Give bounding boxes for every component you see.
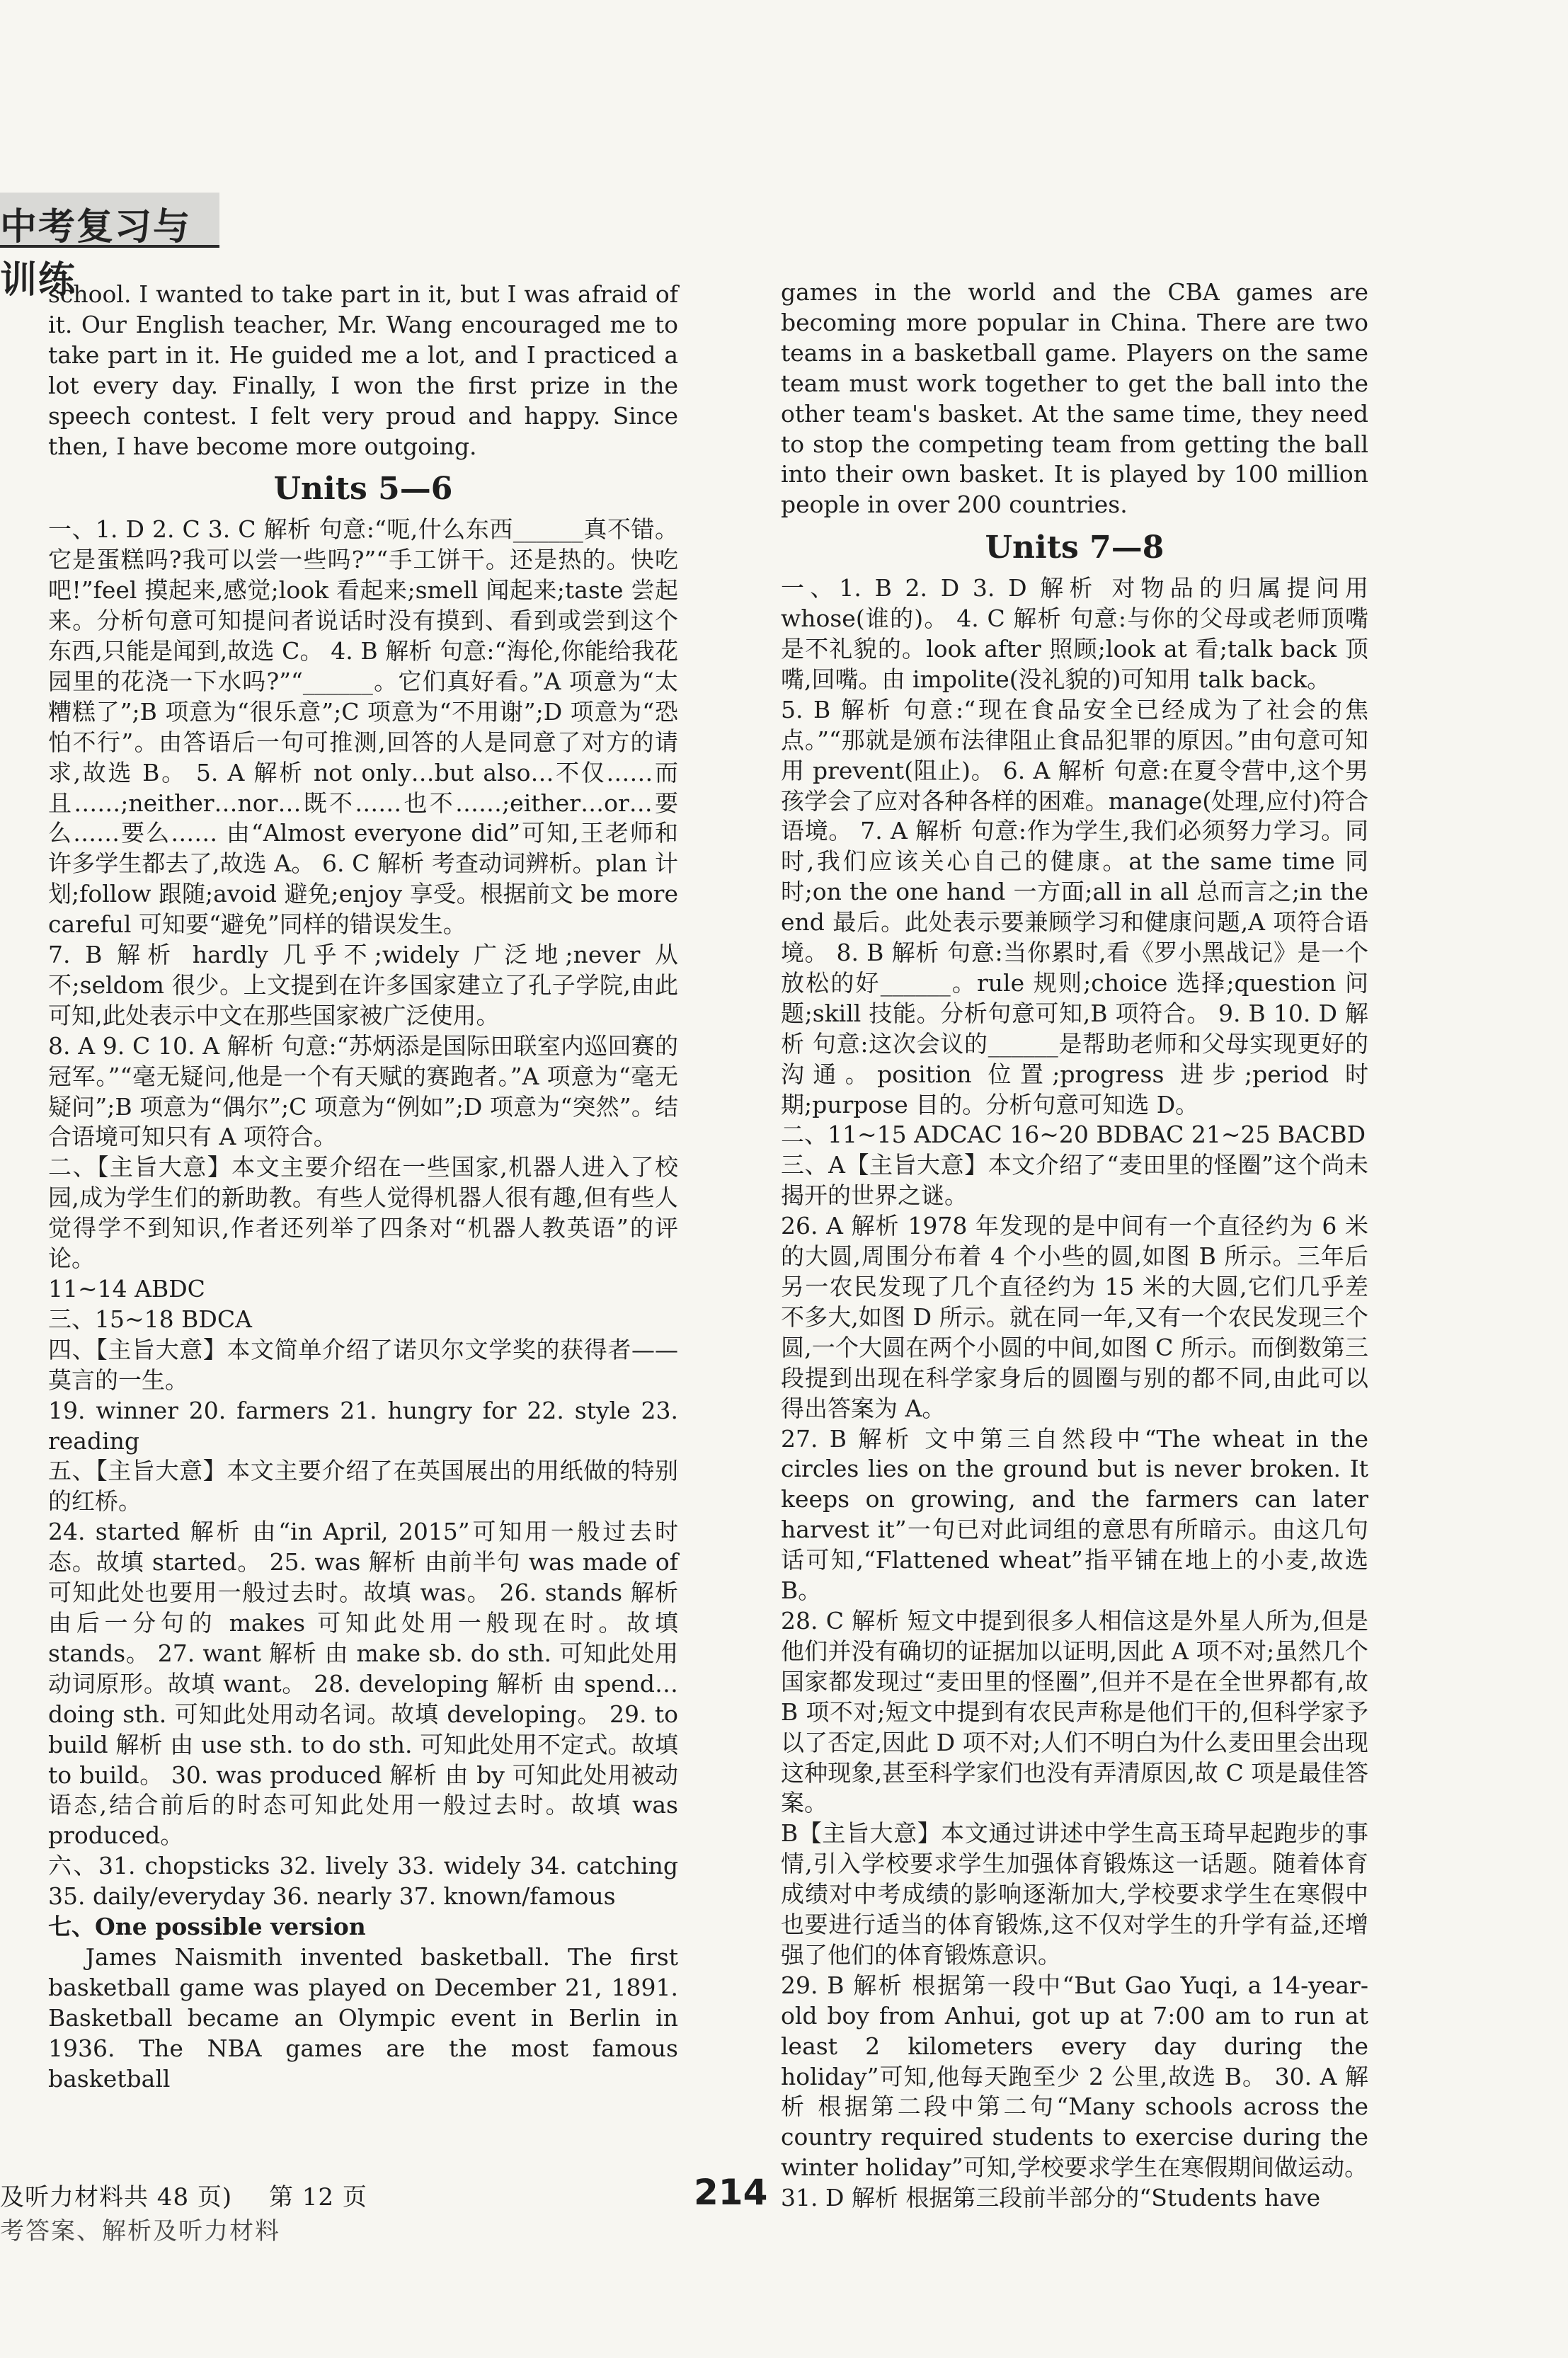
answer-paragraph: 二、【主旨大意】本文主要介绍在一些国家,机器人进入了校园,成为学生们的新助教。有些人觉得机器人很有趣,但有些人觉得学不到知识,作者还列举了四条对“机器人教英语”的评论。	[48, 1153, 678, 1273]
answer-line: 19. winner 20. farmers 21. hungry for 22. style 23. reading	[48, 1396, 678, 1455]
answer-paragraph: 三、A【主旨大意】本文介绍了“麦田里的怪圈”这个尚未揭开的世界之谜。	[781, 1151, 1368, 1210]
footer-total-pages: 及听力材料共 48 页)	[0, 2183, 233, 2211]
answer-paragraph: 28. C 解析 短文中提到很多人相信这是外星人所为,但是他们并没有确切的证据加以证明,因此 A 项不对;虽然几个国家都发现过“麦田里的怪圈”,但并不是在全世界都有,故 B 项不对;短文中提到有农民声称是他们干的,但科学家予以了否定,因此 D 项不对;人们不明白为什么麦田里会出现这种现象,甚至科学家们也没有弄清原因,故 C 项是最佳答案。	[781, 1606, 1368, 1817]
page-number: 214	[694, 2172, 768, 2213]
left-intro-paragraph: school. I wanted to take part in it, but I was afraid of it. Our English teacher, Mr. Wang encouraged me to take part in it. He guided me a lot, and I practiced a lot every day. Finally, I won the first prize in the speech contest. I felt very proud and happy. Since then, I have become more outgoing.	[48, 280, 678, 460]
footer-line-2: 考答案、解析及听力材料	[0, 2217, 280, 2245]
header-title: 中考复习与训练	[0, 206, 192, 302]
units-7-8-heading: Units 7—8	[985, 530, 1164, 566]
units-5-6-heading: Units 5—6	[273, 471, 453, 508]
answer-paragraph: 8. A 9. C 10. A 解析 句意:“苏炳添是国际田联室内巡回赛的冠军。”“毫无疑问,他是一个有天赋的赛跑者。”A 项意为“毫无疑问”;B 项意为“偶尔”;C 项意为“例如”;D 项意为“突然”。结合语境可知只有 A 项符合。	[48, 1031, 678, 1151]
answer-paragraph: 24. started 解析 由“in April, 2015”可知用一般过去时态。故填 started。 25. was 解析 由前半句 was made of 可知此处也要用一般过去时。故填 was。 26. stands 解析 由后一分句的 makes 可知此处用一般现在时。故填 stands。 27. want 解析 由 make sb. do sth. 可知此处用动词原形。故填 want。 28. developing 解析 由 spend…doing sth. 可知此处用动名词。故填 developing。 29. to build 解析 由 use sth. to do sth. 可知此处用不定式。故填 to build。 30. was produced 解析 由 by 可知此处用被动语态,结合前后的时态可知此处用一般过去时。故填 was produced。	[48, 1518, 678, 1850]
right-intro-paragraph: games in the world and the CBA games are becoming more popular in China. There are two teams in a basketball game. Players on the same team must work together to get the ball into the other team's basket. At the same time, they need to stop the competing team from getting the ball into their own basket. It is played by 100 million people in over 200 countries.	[781, 278, 1368, 519]
answer-paragraph: 六、31. chopsticks 32. lively 33. widely 34. catching 35. daily/everyday 36. nearly 37. known/famous	[48, 1852, 678, 1911]
answer-line: 三、15~18 BDCA	[48, 1305, 252, 1333]
answer-paragraph: 26. A 解析 1978 年发现的是中间有一个直径约为 6 米的大圆,周围分布着 4 个小些的圆,如图 B 所示。三年后另一农民发现了几个直径约为 15 米的大圆,它们几乎差不多大,如图 D 所示。就在同一年,又有一个农民发现三个圆,一个大圆在两个小圆的中间,如图 C 所示。而倒数第三段提到出现在科学家身后的圆圈与别的都不同,由此可以得出答案为 A。	[781, 1212, 1368, 1422]
answer-paragraph: 5. B 解析 句意:“现在食品安全已经成为了社会的焦点。”“那就是颁布法律阻止食品犯罪的原因。”由句意可知用 prevent(阻止)。 6. A 解析 句意:在夏令营中,这个男孩学会了应对各种各样的困难。manage(处理,应付)符合语境。 7. A 解析 句意:作为学生,我们必须努力学习。同时,我们应该关心自己的健康。at the same time 同时;on the one hand 一方面;all in all 总而言之;in the end 最后。此处表示要兼顾学习和健康问题,A 项符合语境。 8. B 解析 句意:当你累时,看《罗小黑战记》是一个放松的好______。rule 规则;choice 选择;question 问题;skill 技能。分析句意可知,B 项符合。 9. B 10. D 解析 句意:这次会议的______是帮助老师和父母实现更好的沟通。position 位置;progress 进步;period 时期;purpose 目的。分析句意可知选 D。	[781, 695, 1368, 1118]
answer-paragraph: 一、1. D 2. C 3. C 解析 句意:“呃,什么东西______真不错。它是蛋糕吗?我可以尝一些吗?”“手工饼干。还是热的。快吃吧!”feel 摸起来,感觉;look 看起来;smell 闻起来;taste 尝起来。分析句意可知提问者说话时没有摸到、看到或尝到这个东西,只能是闻到,故选 C。 4. B 解析 句意:“海伦,你能给我花园里的花浇一下水吗?”“______。它们真好看。”A 项意为“太糟糕了”;B 项意为“很乐意”;C 项意为“不用谢”;D 项意为“恐怕不行”。由答语后一句可推测,回答的人是同意了对方的请求,故选 B。 5. A 解析 not only…but also…不仅……而且……;neither…nor…既不……也不……;either…or…要么……要么…… 由“Almost everyone did”可知,王老师和许多学生都去了,故选 A。 6. C 解析 考查动词辨析。plan 计划;follow 跟随;avoid 避免;enjoy 享受。根据前文 be more careful 可知要“避免”同样的错误发生。	[48, 515, 678, 939]
left-column	[48, 280, 678, 2094]
footer-line-1	[0, 2177, 367, 2212]
answer-line: 11~14 ABDC	[48, 1275, 205, 1303]
answer-paragraph: 一、1. B 2. D 3. D 解析 对物品的归属提问用 whose(谁的)。 4. C 解析 句意:与你的父母或老师顶嘴是不礼貌的。look after 照顾;look at 看;talk back 顶嘴,回嘴。由 impolite(没礼貌的)可知用 talk back。	[781, 574, 1368, 693]
answer-paragraph: 四、【主旨大意】本文简单介绍了诺贝尔文学奖的获得者——莫言的一生。	[48, 1335, 678, 1394]
answer-paragraph: 27. B 解析 文中第三自然段中“The wheat in the circles lies on the ground but is never broken. It keeps on growing, and the farmers can later harvest it”一句已对此词组的意思有所暗示。由这几句话可知,“Flattened wheat”指平铺在地上的小麦,故选 B。	[781, 1424, 1368, 1605]
answer-paragraph: 31. D 解析 根据第三段前半部分的“Students have	[781, 2184, 1321, 2212]
essay-paragraph: James Naismith invented basketball. The first basketball game was played on December 21, 1891. Basketball became an Olympic event in Berlin in 1936. The NBA games are the most famous basketball	[48, 1942, 678, 2093]
answer-line: 二、11~15 ADCAC 16~20 BDBAC 21~25 BACBD	[781, 1121, 1366, 1149]
right-column	[781, 277, 1368, 2214]
answer-paragraph: 29. B 解析 根据第一段中“But Gao Yuqi, a 14-year-old boy from Anhui, got up at 7:00 am to run at least 2 kilometers every day during the holiday”可知,他每天跑至少 2 公里,故选 B。 30. A 解析 根据第二段中第二句“Many schools across the country required students to exercise during the winter holiday”可知,学校要求学生在寒假期间做运动。	[781, 1971, 1368, 2182]
book-header	[0, 193, 219, 302]
answer-paragraph: 五、【主旨大意】本文主要介绍了在英国展出的用纸做的特别的红桥。	[48, 1457, 678, 1516]
writing-label: 七、One possible version	[48, 1913, 366, 1941]
answer-paragraph: B【主旨大意】本文通过讲述中学生高玉琦早起跑步的事情,引入学校要求学生加强体育锻炼这一话题。随着体育成绩对中考成绩的影响逐渐加大,学校要求学生在寒假中也要进行适当的体育锻炼,这不仅对学生的升学有益,还增强了他们的体育锻炼意识。	[781, 1819, 1368, 1969]
answer-paragraph: 7. B 解析 hardly 几乎不;widely 广泛地;never 从不;seldom 很少。上文提到在许多国家建立了孔子学院,由此可知,此处表示中文在那些国家被广泛使用。	[48, 941, 678, 1029]
footer-page-ref: 第 12 页	[268, 2183, 367, 2211]
